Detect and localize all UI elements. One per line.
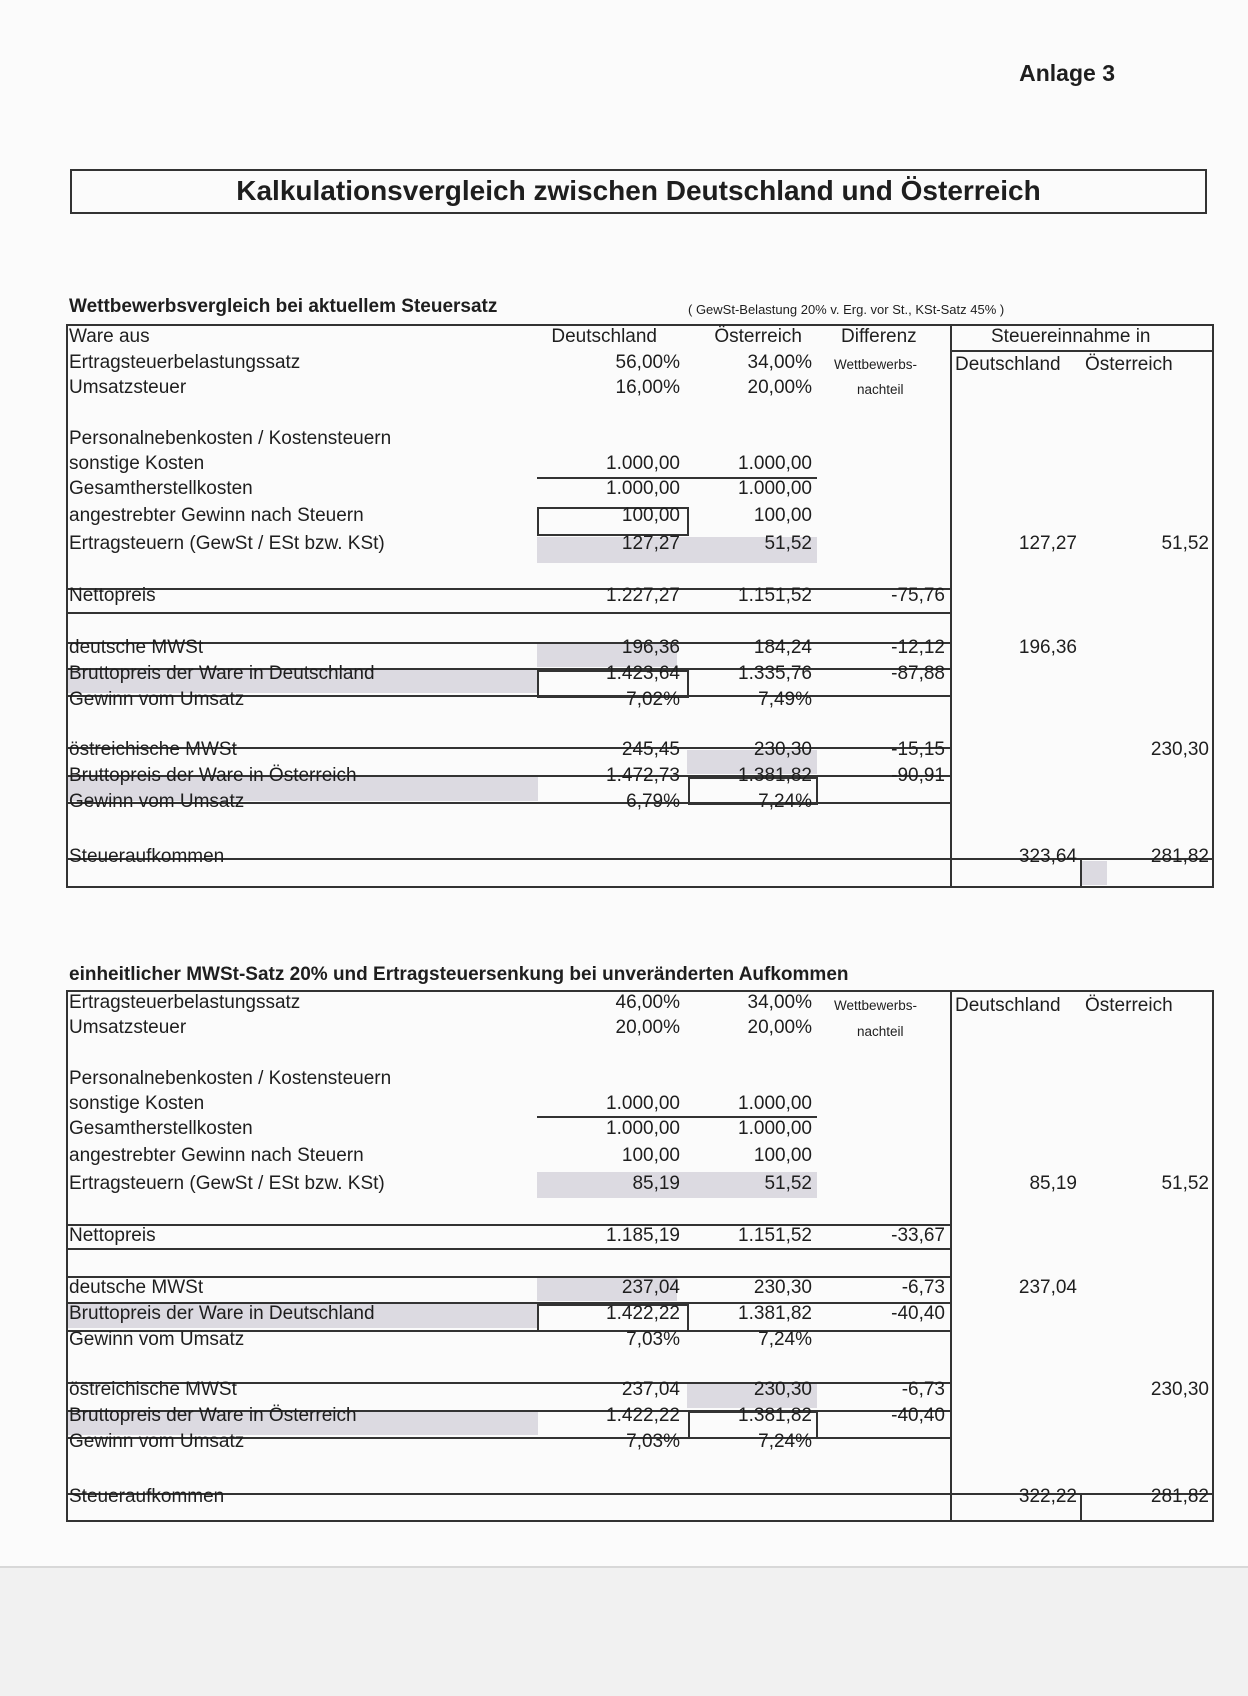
row-label: Steueraufkommen xyxy=(69,846,225,867)
row-label: angestrebter Gewinn nach Steuern xyxy=(69,1145,364,1166)
header-at: Österreich xyxy=(714,326,802,347)
cell-at: 1.000,00 xyxy=(738,1118,812,1139)
cell-tax-at: 230,30 xyxy=(1150,739,1209,760)
row-label: Personalnebenkosten / Kostensteuern xyxy=(69,428,392,449)
cell-at: 1.151,52 xyxy=(738,1225,812,1246)
divider xyxy=(1080,860,1082,888)
row-label: Bruttopreis der Ware in Deutschland xyxy=(69,1303,375,1324)
row-label: Bruttopreis der Ware in Österreich xyxy=(69,765,357,786)
cell-diff: -87,88 xyxy=(891,663,945,684)
row-label: Nettopreis xyxy=(69,1225,156,1246)
cell-de: 1.185,19 xyxy=(606,1225,680,1246)
cell-at: 1.381,82 xyxy=(738,765,812,786)
cell-diff: -15,15 xyxy=(891,739,945,760)
cell-tax-de: 196,36 xyxy=(1018,637,1077,658)
cell-de: 100,00 xyxy=(621,505,680,526)
cell-at: 34,00% xyxy=(747,352,812,373)
cell-tax-at: 281,82 xyxy=(1150,846,1209,867)
row-label: Nettopreis xyxy=(69,585,156,606)
cell-de: 1.000,00 xyxy=(606,453,680,474)
cell-at: 20,00% xyxy=(747,377,812,398)
cell-de: 100,00 xyxy=(621,1145,680,1166)
cell-at: 7,24% xyxy=(758,1329,812,1350)
cell-diff: -6,73 xyxy=(901,1379,945,1400)
header-tax-income: Steuereinnahme in xyxy=(991,326,1151,347)
header-tax-at: Österreich xyxy=(1085,995,1173,1016)
row-label: Ertragsteuerbelastungssatz xyxy=(69,992,301,1013)
cell-tax-de: 127,27 xyxy=(1018,533,1077,554)
cell-at: 184,24 xyxy=(753,637,812,658)
row-label: Gewinn vom Umsatz xyxy=(69,791,245,812)
cell-tax-at: 230,30 xyxy=(1150,1379,1209,1400)
section-title: Wettbewerbsvergleich bei aktuellem Steuersatz xyxy=(69,296,498,317)
cell-de: 7,02% xyxy=(626,689,680,710)
header-tax-de: Deutschland xyxy=(955,995,1061,1016)
cell-de: 1.422,22 xyxy=(606,1405,680,1426)
row-label: angestrebter Gewinn nach Steuern xyxy=(69,505,364,526)
cell-diff: -33,67 xyxy=(891,1225,945,1246)
annex-label: Anlage 3 xyxy=(1019,60,1115,86)
cell-tax-de: 322,22 xyxy=(1018,1486,1077,1507)
header-de: Deutschland xyxy=(551,326,657,347)
cell-diff: -75,76 xyxy=(891,585,945,606)
cell-de: 1.000,00 xyxy=(606,478,680,499)
row-label: deutsche MWSt xyxy=(69,1277,204,1298)
row-label: Ertragsteuern (GewSt / ESt bzw. KSt) xyxy=(69,533,385,554)
row-label: Gesamtherstellkosten xyxy=(69,478,253,499)
cell-at: 1.000,00 xyxy=(738,478,812,499)
section-title: einheitlicher MWSt-Satz 20% und Ertragsteuersenkung bei unveränderten Aufkommen xyxy=(69,964,849,985)
cell-at: 230,30 xyxy=(753,1379,812,1400)
row-label: Umsatzsteuer xyxy=(69,377,187,398)
cell-at: 7,24% xyxy=(758,1431,812,1452)
cell-de: 1.000,00 xyxy=(606,1118,680,1139)
cell-at: 230,30 xyxy=(753,739,812,760)
header-tax-de: Deutschland xyxy=(955,354,1061,375)
cell-at: 7,49% xyxy=(758,689,812,710)
header-tax-at: Österreich xyxy=(1085,354,1173,375)
competition-note: nachteil xyxy=(857,1024,904,1039)
cell-at: 1.381,82 xyxy=(738,1303,812,1324)
header-diff: Differenz xyxy=(841,326,917,347)
divider xyxy=(950,990,952,1522)
cell-de: 85,19 xyxy=(632,1173,680,1194)
row-label: Ertragsteuern (GewSt / ESt bzw. KSt) xyxy=(69,1173,385,1194)
row-label: Ertragsteuerbelastungssatz xyxy=(69,352,301,373)
divider xyxy=(1080,1495,1082,1522)
cell-de: 196,36 xyxy=(621,637,680,658)
cell-diff: -40,40 xyxy=(891,1405,945,1426)
scan-margin xyxy=(0,1568,1248,1696)
cell-de: 1.227,27 xyxy=(606,585,680,606)
row-label: Gewinn vom Umsatz xyxy=(69,689,245,710)
row-label: Bruttopreis der Ware in Österreich xyxy=(69,1405,357,1426)
cell-de: 56,00% xyxy=(615,352,680,373)
cell-at: 1.000,00 xyxy=(738,453,812,474)
cell-de: 237,04 xyxy=(621,1277,680,1298)
cell-de: 46,00% xyxy=(615,992,680,1013)
cell-at: 230,30 xyxy=(753,1277,812,1298)
cell-at: 51,52 xyxy=(764,1173,812,1194)
cell-de: 1.423,64 xyxy=(606,663,680,684)
cell-tax-at: 51,52 xyxy=(1161,1173,1209,1194)
cell-at: 1.151,52 xyxy=(738,585,812,606)
competition-note: Wettbewerbs- xyxy=(834,998,918,1013)
cell-de: 16,00% xyxy=(615,377,680,398)
cell-de: 1.472,73 xyxy=(606,765,680,786)
divider xyxy=(66,612,952,614)
section-note: ( GewSt-Belastung 20% v. Erg. vor St., KSt-Satz 45% ) xyxy=(688,302,1005,317)
page-title: Kalkulationsvergleich zwischen Deutschland und Österreich xyxy=(70,169,1207,214)
cell-de: 245,45 xyxy=(621,739,680,760)
cell-de: 1.422,22 xyxy=(606,1303,680,1324)
cell-at: 1.000,00 xyxy=(738,1093,812,1114)
cell-at: 34,00% xyxy=(747,992,812,1013)
row-label: Personalnebenkosten / Kostensteuern xyxy=(69,1068,392,1089)
row-label: deutsche MWSt xyxy=(69,637,204,658)
cell-diff: -90,91 xyxy=(891,765,945,786)
cell-de: 6,79% xyxy=(626,791,680,812)
row-label: östreichische MWSt xyxy=(69,739,237,760)
cell-de: 7,03% xyxy=(626,1431,680,1452)
cell-at: 100,00 xyxy=(753,1145,812,1166)
row-label: Steueraufkommen xyxy=(69,1486,225,1507)
row-label: Bruttopreis der Ware in Deutschland xyxy=(69,663,375,684)
cell-at: 7,24% xyxy=(758,791,812,812)
cell-at: 1.381,82 xyxy=(738,1405,812,1426)
cell-de: 7,03% xyxy=(626,1329,680,1350)
cell-at: 51,52 xyxy=(764,533,812,554)
row-label: Gesamtherstellkosten xyxy=(69,1118,253,1139)
row-label: Gewinn vom Umsatz xyxy=(69,1431,245,1452)
divider xyxy=(66,1248,952,1250)
row-label: östreichische MWSt xyxy=(69,1379,237,1400)
cell-tax-at: 281,82 xyxy=(1150,1486,1209,1507)
cell-tax-de: 85,19 xyxy=(1029,1173,1077,1194)
row-label: sonstige Kosten xyxy=(69,1093,205,1114)
cell-tax-at: 51,52 xyxy=(1161,533,1209,554)
cell-tax-de: 323,64 xyxy=(1018,846,1077,867)
cell-de: 237,04 xyxy=(621,1379,680,1400)
row-label: Umsatzsteuer xyxy=(69,1017,187,1038)
cell-at: 20,00% xyxy=(747,1017,812,1038)
cell-diff: -40,40 xyxy=(891,1303,945,1324)
cell-diff: -6,73 xyxy=(901,1277,945,1298)
cell-at: 100,00 xyxy=(753,505,812,526)
row-label: Gewinn vom Umsatz xyxy=(69,1329,245,1350)
competition-note: nachteil xyxy=(857,382,904,397)
divider xyxy=(950,350,1214,352)
competition-note: Wettbewerbs- xyxy=(834,357,918,372)
cell-at: 1.335,76 xyxy=(738,663,812,684)
cell-de: 20,00% xyxy=(615,1017,680,1038)
cell-diff: -12,12 xyxy=(891,637,945,658)
header-ware: Ware aus xyxy=(69,326,150,347)
cell-de: 1.000,00 xyxy=(606,1093,680,1114)
cell-de: 127,27 xyxy=(621,533,680,554)
row-label: sonstige Kosten xyxy=(69,453,205,474)
cell-tax-de: 237,04 xyxy=(1018,1277,1077,1298)
